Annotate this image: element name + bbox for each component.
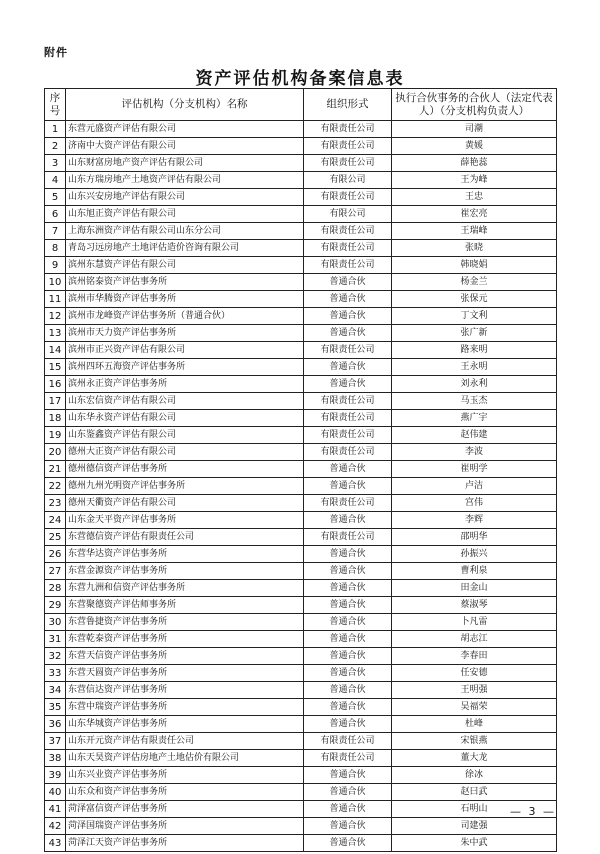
cell-serial-no: 20 [45,444,66,461]
cell-serial-no: 4 [45,172,66,189]
cell-responsible-person: 黄媛 [392,138,557,155]
table-header-row [45,89,557,121]
registry-table [44,88,557,852]
cell-agency-name: 滨州市天力资产评估事务所 [66,325,304,342]
cell-agency-name: 菏泽富信资产评估事务所 [66,801,304,818]
header-responsible-person: 执行合伙事务的合伙人（法定代表人）（分支机构负责人） [392,89,557,121]
table-row [45,631,557,648]
cell-responsible-person: 崔明学 [392,461,557,478]
cell-responsible-person: 司潮 [392,121,557,138]
cell-agency-name: 德州天衢资产评估有限公司 [66,495,304,512]
cell-agency-name: 山东华永资产评估有限公司 [66,410,304,427]
cell-organization-form: 普通合伙 [304,716,392,733]
cell-responsible-person: 石明山 [392,801,557,818]
cell-agency-name: 东营信达资产评估事务所 [66,682,304,699]
table-row [45,580,557,597]
cell-responsible-person: 路来明 [392,342,557,359]
cell-responsible-person: 宋银燕 [392,733,557,750]
cell-organization-form: 有限责任公司 [304,342,392,359]
cell-organization-form: 普通合伙 [304,563,392,580]
header-organization-form: 组织形式 [304,89,392,121]
cell-responsible-person: 杨金兰 [392,274,557,291]
cell-serial-no: 18 [45,410,66,427]
table-row [45,274,557,291]
cell-agency-name: 滨州四环五海资产评估事务所 [66,359,304,376]
table-row [45,291,557,308]
cell-serial-no: 10 [45,274,66,291]
cell-serial-no: 37 [45,733,66,750]
table-row [45,495,557,512]
cell-agency-name: 东营鲁捷资产评估事务所 [66,614,304,631]
cell-agency-name: 菏泽国瑞资产评估事务所 [66,818,304,835]
cell-organization-form: 有限责任公司 [304,155,392,172]
cell-organization-form: 有限责任公司 [304,733,392,750]
table-row [45,461,557,478]
cell-responsible-person: 徐冰 [392,767,557,784]
cell-responsible-person: 王瑞峰 [392,223,557,240]
cell-agency-name: 山东方瑞房地产土地资产评估有限公司 [66,172,304,189]
cell-responsible-person: 张广新 [392,325,557,342]
cell-organization-form: 普通合伙 [304,801,392,818]
cell-responsible-person: 马玉杰 [392,393,557,410]
cell-organization-form: 普通合伙 [304,461,392,478]
cell-organization-form: 普通合伙 [304,478,392,495]
cell-organization-form: 有限责任公司 [304,240,392,257]
cell-organization-form: 普通合伙 [304,359,392,376]
cell-agency-name: 东营九洲和信资产评估事务所 [66,580,304,597]
cell-responsible-person: 吴福荣 [392,699,557,716]
header-serial-no: 序号 [45,89,66,121]
cell-serial-no: 3 [45,155,66,172]
cell-agency-name: 滨州市华腾资产评估事务所 [66,291,304,308]
cell-organization-form: 普通合伙 [304,699,392,716]
cell-agency-name: 菏泽江天资产评估事务所 [66,835,304,852]
cell-responsible-person: 王为峰 [392,172,557,189]
cell-serial-no: 32 [45,648,66,665]
cell-agency-name: 德州九州光明资产评估事务所 [66,478,304,495]
table-row [45,410,557,427]
table-row [45,138,557,155]
cell-serial-no: 23 [45,495,66,512]
cell-serial-no: 41 [45,801,66,818]
cell-serial-no: 5 [45,189,66,206]
cell-organization-form: 有限公司 [304,172,392,189]
cell-organization-form: 普通合伙 [304,682,392,699]
cell-serial-no: 36 [45,716,66,733]
cell-responsible-person: 李辉 [392,512,557,529]
cell-serial-no: 25 [45,529,66,546]
cell-serial-no: 7 [45,223,66,240]
cell-responsible-person: 李春田 [392,648,557,665]
table-row [45,206,557,223]
table-row [45,835,557,852]
cell-agency-name: 山东鉴鑫资产评估有限公司 [66,427,304,444]
cell-agency-name: 山东财富房地产资产评估有限公司 [66,155,304,172]
cell-serial-no: 9 [45,257,66,274]
cell-serial-no: 29 [45,597,66,614]
cell-serial-no: 27 [45,563,66,580]
cell-agency-name: 山东华城资产评估事务所 [66,716,304,733]
cell-agency-name: 滨州市龙峰资产评估事务所（普通合伙） [66,308,304,325]
cell-serial-no: 31 [45,631,66,648]
cell-responsible-person: 蔡淑琴 [392,597,557,614]
table-row [45,597,557,614]
cell-agency-name: 东营德信资产评估有限责任公司 [66,529,304,546]
cell-organization-form: 有限责任公司 [304,750,392,767]
cell-responsible-person: 崔宏亮 [392,206,557,223]
table-row [45,733,557,750]
cell-organization-form: 普通合伙 [304,648,392,665]
cell-serial-no: 1 [45,121,66,138]
cell-agency-name: 青岛习远房地产土地评估造价咨询有限公司 [66,240,304,257]
cell-agency-name: 滨州东慧资产评估有限公司 [66,257,304,274]
cell-serial-no: 34 [45,682,66,699]
cell-organization-form: 有限责任公司 [304,410,392,427]
table-row [45,716,557,733]
cell-responsible-person: 燕广宇 [392,410,557,427]
cell-organization-form: 普通合伙 [304,512,392,529]
cell-agency-name: 山东天昊资产评估房地产土地估价有限公司 [66,750,304,767]
cell-responsible-person: 刘永利 [392,376,557,393]
cell-responsible-person: 赵伟建 [392,427,557,444]
table-row [45,767,557,784]
cell-organization-form: 普通合伙 [304,325,392,342]
cell-agency-name: 东营乾泰资产评估事务所 [66,631,304,648]
cell-serial-no: 39 [45,767,66,784]
cell-organization-form: 有限责任公司 [304,495,392,512]
cell-serial-no: 28 [45,580,66,597]
cell-organization-form: 普通合伙 [304,665,392,682]
cell-serial-no: 42 [45,818,66,835]
cell-organization-form: 普通合伙 [304,767,392,784]
cell-agency-name: 山东开元资产评估有限责任公司 [66,733,304,750]
cell-agency-name: 东营聚德资产评估师事务所 [66,597,304,614]
cell-organization-form: 普通合伙 [304,274,392,291]
cell-organization-form: 普通合伙 [304,614,392,631]
table-row [45,665,557,682]
cell-agency-name: 东营天圆资产评估事务所 [66,665,304,682]
cell-serial-no: 14 [45,342,66,359]
cell-organization-form: 普通合伙 [304,835,392,852]
cell-agency-name: 济南中大资产评估有限公司 [66,138,304,155]
table-row [45,155,557,172]
cell-serial-no: 30 [45,614,66,631]
cell-organization-form: 有限责任公司 [304,393,392,410]
cell-organization-form: 普通合伙 [304,376,392,393]
cell-serial-no: 8 [45,240,66,257]
table-body [45,121,557,852]
cell-responsible-person: 卜凡雷 [392,614,557,631]
cell-serial-no: 15 [45,359,66,376]
cell-agency-name: 山东旭正资产评估有限公司 [66,206,304,223]
table-row [45,699,557,716]
cell-responsible-person: 宫伟 [392,495,557,512]
cell-agency-name: 东营华达资产评估事务所 [66,546,304,563]
cell-serial-no: 6 [45,206,66,223]
cell-agency-name: 东营元盛资产评估有限公司 [66,121,304,138]
cell-responsible-person: 丁文利 [392,308,557,325]
cell-serial-no: 16 [45,376,66,393]
cell-responsible-person: 王永明 [392,359,557,376]
cell-responsible-person: 王忠 [392,189,557,206]
cell-organization-form: 有限责任公司 [304,189,392,206]
cell-serial-no: 38 [45,750,66,767]
table-row [45,189,557,206]
table-row [45,257,557,274]
cell-agency-name: 滨州永正资产评估事务所 [66,376,304,393]
cell-serial-no: 35 [45,699,66,716]
attachment-label: 附件 [44,46,68,59]
table-row [45,240,557,257]
cell-agency-name: 滨州铭泰资产评估事务所 [66,274,304,291]
header-agency-name: 评估机构（分支机构）名称 [66,89,304,121]
cell-organization-form: 普通合伙 [304,631,392,648]
cell-agency-name: 滨州市正兴资产评估有限公司 [66,342,304,359]
table-row [45,512,557,529]
table-row [45,393,557,410]
cell-responsible-person: 张保元 [392,291,557,308]
cell-organization-form: 有限责任公司 [304,223,392,240]
cell-responsible-person: 胡志江 [392,631,557,648]
cell-serial-no: 43 [45,835,66,852]
cell-responsible-person: 朱中武 [392,835,557,852]
cell-serial-no: 33 [45,665,66,682]
cell-responsible-person: 赵曰武 [392,784,557,801]
cell-serial-no: 21 [45,461,66,478]
cell-organization-form: 有限责任公司 [304,121,392,138]
cell-responsible-person: 孙振兴 [392,546,557,563]
table-row [45,818,557,835]
cell-organization-form: 普通合伙 [304,308,392,325]
table-row [45,648,557,665]
cell-serial-no: 26 [45,546,66,563]
cell-responsible-person: 邵明华 [392,529,557,546]
table-row [45,529,557,546]
table-row [45,172,557,189]
table-row [45,563,557,580]
table-row [45,478,557,495]
table-row [45,359,557,376]
cell-agency-name: 东营天信资产评估事务所 [66,648,304,665]
cell-organization-form: 有限责任公司 [304,444,392,461]
cell-responsible-person: 杜峰 [392,716,557,733]
cell-agency-name: 山东兴安房地产评估有限公司 [66,189,304,206]
table-row [45,325,557,342]
cell-agency-name: 德州德信资产评估事务所 [66,461,304,478]
cell-responsible-person: 薛艳蕊 [392,155,557,172]
cell-serial-no: 2 [45,138,66,155]
cell-agency-name: 山东宏信资产评估有限公司 [66,393,304,410]
cell-serial-no: 12 [45,308,66,325]
table-row [45,750,557,767]
cell-responsible-person: 董大龙 [392,750,557,767]
cell-serial-no: 19 [45,427,66,444]
cell-agency-name: 德州大正资产评估有限公司 [66,444,304,461]
table-row [45,342,557,359]
cell-responsible-person: 王明强 [392,682,557,699]
cell-organization-form: 有限责任公司 [304,529,392,546]
document-title: 资产评估机构备案信息表 [195,69,405,89]
cell-serial-no: 22 [45,478,66,495]
table-row [45,801,557,818]
cell-serial-no: 40 [45,784,66,801]
cell-organization-form: 普通合伙 [304,580,392,597]
cell-serial-no: 13 [45,325,66,342]
cell-organization-form: 有限公司 [304,206,392,223]
cell-responsible-person: 任安德 [392,665,557,682]
cell-agency-name: 山东兴业资产评估事务所 [66,767,304,784]
table-row [45,444,557,461]
cell-agency-name: 东营中瑞资产评估事务所 [66,699,304,716]
cell-serial-no: 17 [45,393,66,410]
table-row [45,121,557,138]
cell-agency-name: 东营金源资产评估事务所 [66,563,304,580]
table-row [45,682,557,699]
cell-organization-form: 普通合伙 [304,546,392,563]
table-row [45,223,557,240]
cell-organization-form: 普通合伙 [304,291,392,308]
cell-organization-form: 有限责任公司 [304,427,392,444]
page-number: — 3 — [510,805,556,818]
table-row [45,614,557,631]
cell-organization-form: 有限责任公司 [304,138,392,155]
cell-serial-no: 24 [45,512,66,529]
cell-agency-name: 上海东洲资产评估有限公司山东分公司 [66,223,304,240]
cell-responsible-person: 韩晓娟 [392,257,557,274]
cell-organization-form: 普通合伙 [304,597,392,614]
table-row [45,546,557,563]
cell-responsible-person: 田金山 [392,580,557,597]
table-row [45,427,557,444]
table-row [45,308,557,325]
cell-organization-form: 普通合伙 [304,818,392,835]
cell-responsible-person: 张晓 [392,240,557,257]
cell-agency-name: 山东金天平资产评估事务所 [66,512,304,529]
cell-responsible-person: 李波 [392,444,557,461]
cell-responsible-person: 曹利泉 [392,563,557,580]
table-row [45,784,557,801]
cell-responsible-person: 司建强 [392,818,557,835]
cell-agency-name: 山东众和资产评估事务所 [66,784,304,801]
cell-serial-no: 11 [45,291,66,308]
cell-responsible-person: 卢洁 [392,478,557,495]
table-row [45,376,557,393]
cell-organization-form: 普通合伙 [304,784,392,801]
cell-organization-form: 有限责任公司 [304,257,392,274]
